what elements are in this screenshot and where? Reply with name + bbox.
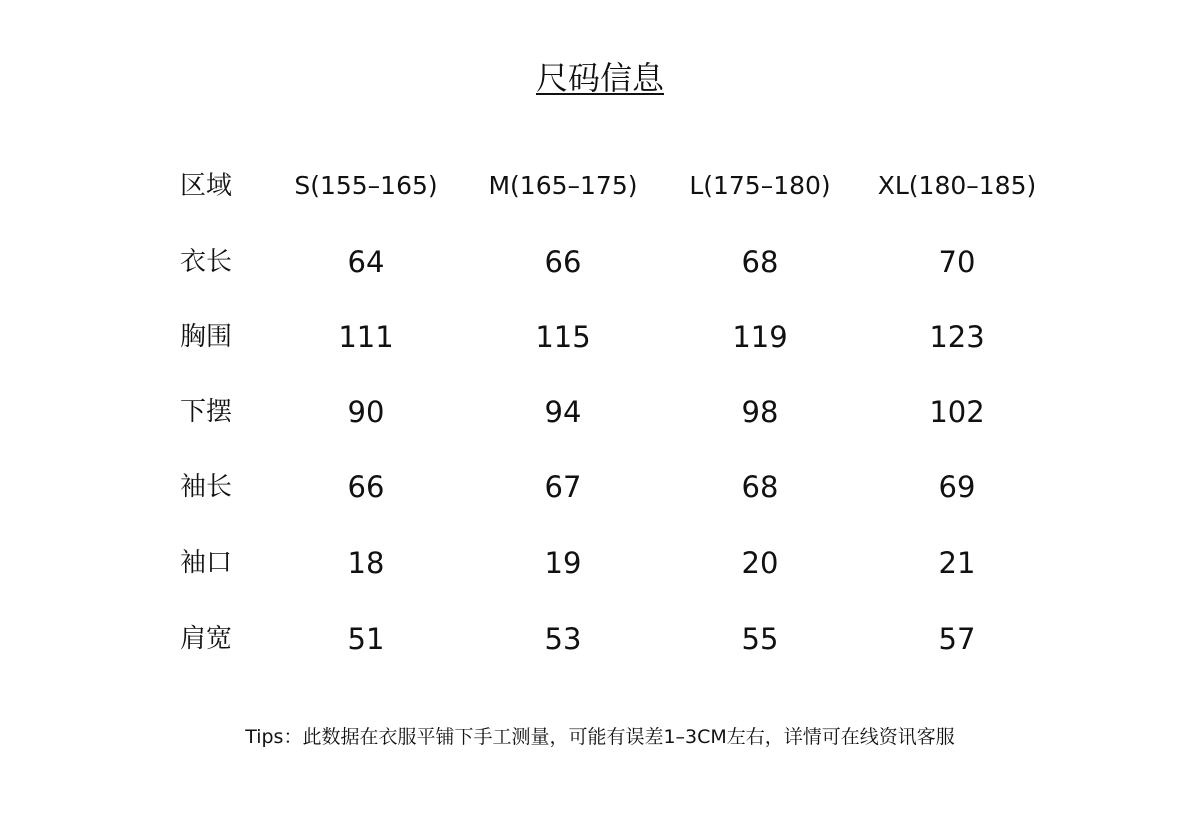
table-cell: 90 (347, 395, 385, 429)
table-cell: 102 (929, 395, 985, 429)
table-cell: 98 (741, 395, 779, 429)
table-cell: 123 (929, 320, 985, 354)
table-cell: 68 (741, 470, 779, 504)
table-row (0, 374, 1200, 450)
table-row (0, 449, 1200, 525)
table-cell: 66 (544, 245, 582, 279)
table-cell: 70 (938, 245, 976, 279)
table-cell: 18 (347, 546, 385, 580)
header-size-s: S(155–165) (294, 171, 438, 200)
table-cell: 66 (347, 470, 385, 504)
table-header-row (0, 148, 1200, 224)
header-size-l: L(175–180) (689, 171, 831, 200)
table-cell: 21 (938, 546, 976, 580)
tips-note: Tips：此数据在衣服平铺下手工测量，可能有误差1–3CM左右，详情可在线资讯客服 (245, 726, 955, 748)
row-label: 衣长 (180, 247, 233, 277)
header-size-xl: XL(180–185) (877, 171, 1037, 200)
table-cell: 68 (741, 245, 779, 279)
row-label: 袖长 (180, 472, 233, 502)
table-cell: 53 (544, 622, 582, 656)
row-label: 下摆 (180, 397, 233, 427)
table-cell: 119 (732, 320, 788, 354)
table-row (0, 299, 1200, 375)
table-row (0, 525, 1200, 601)
row-label: 袖口 (180, 548, 233, 578)
row-label: 胸围 (180, 322, 233, 352)
row-label: 肩宽 (180, 624, 233, 654)
table-cell: 94 (544, 395, 582, 429)
header-size-m: M(165–175) (488, 171, 638, 200)
table-cell: 55 (741, 622, 779, 656)
table-cell: 51 (347, 622, 385, 656)
table-cell: 115 (535, 320, 591, 354)
table-cell: 19 (544, 546, 582, 580)
table-cell: 20 (741, 546, 779, 580)
header-label: 区域 (180, 171, 233, 201)
table-cell: 64 (347, 245, 385, 279)
table-row (0, 601, 1200, 677)
table-cell: 57 (938, 622, 976, 656)
table-row (0, 224, 1200, 300)
page-title (0, 58, 1200, 98)
table-cell: 67 (544, 470, 582, 504)
table-cell: 111 (338, 320, 394, 354)
table-cell: 69 (938, 470, 976, 504)
page-title-text: 尺码信息 (535, 59, 664, 97)
